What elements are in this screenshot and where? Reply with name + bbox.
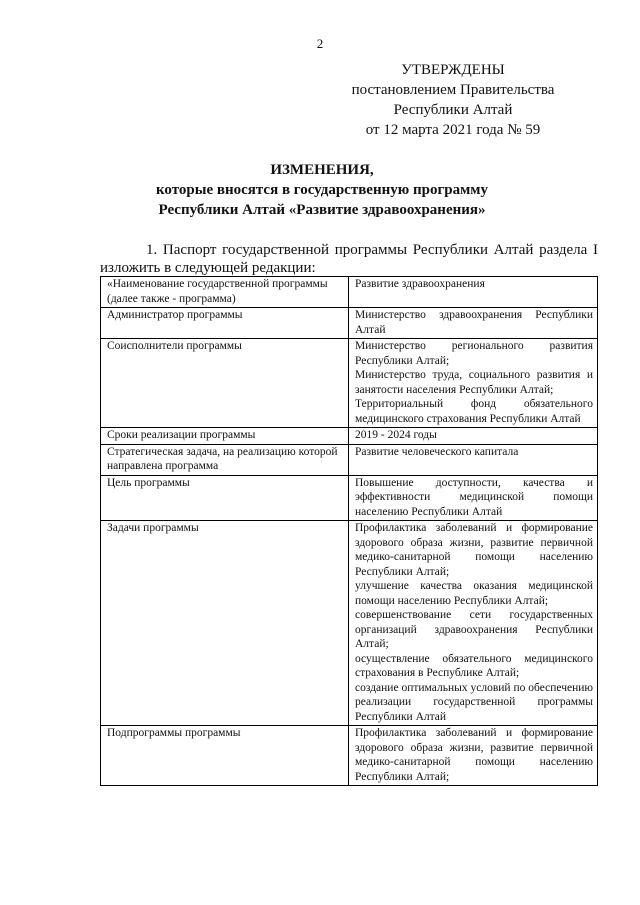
value-line: Развитие здравоохранения [355, 278, 485, 290]
value-line: Министерство здравоохранения Республики Алтай [355, 309, 593, 336]
table-row [101, 444, 598, 475]
table-row [101, 521, 598, 726]
row-label: Задачи программы [101, 521, 349, 726]
approval-stamp [330, 60, 576, 140]
row-label: Администратор программы [101, 308, 349, 339]
document-title [60, 160, 584, 220]
value-line: осуществление обязательного медицинского страхования в Республике Алтай; [355, 652, 593, 679]
program-passport-table [100, 276, 598, 786]
value-line: совершенствование сети государственных организаций здравоохранения Республики Алтай; [355, 609, 593, 650]
table-row [101, 428, 598, 445]
row-value [349, 428, 598, 445]
value-line: Профилактика заболеваний и формирование здорового образа жизни, развитие первичной медико-санитарной помощи населению Республики Алтай; [355, 727, 593, 783]
approval-line-2: постановлением Правительства [351, 82, 555, 98]
row-value [349, 475, 598, 521]
row-value [349, 339, 598, 428]
table-row [101, 277, 598, 308]
row-label: Соисполнители программы [101, 339, 349, 428]
title-line-1: ИЗМЕНЕНИЯ, [270, 162, 374, 178]
page-number: 2 [316, 36, 324, 51]
value-line: Министерство регионального развития Республики Алтай; [355, 340, 593, 367]
approval-line-4: от 12 марта 2021 года № 59 [365, 122, 541, 138]
row-label: Сроки реализации программы [101, 428, 349, 445]
row-value [349, 308, 598, 339]
value-line: Развитие человеческого капитала [355, 445, 519, 458]
row-value [349, 444, 598, 475]
value-line: Повышение доступности, качества и эффективности медицинской помощи населению Республики Алтай [355, 476, 593, 518]
value-line: улучшение качества оказания медицинской помощи населению Республики Алтай; [355, 580, 593, 607]
row-label: Цель программы [101, 475, 349, 521]
value-line: Территориальный фонд обязательного медицинского страхования Республики Алтай [355, 398, 593, 425]
row-label: Стратегическая задача, на реализацию которой направлена программа [101, 444, 349, 475]
intro-paragraph: 1. Паспорт государственной программы Республики Алтай раздела I изложить в следующей редакции: [100, 242, 598, 276]
row-value [349, 726, 598, 786]
approval-line-3: Республики Алтай [393, 102, 513, 118]
row-label: «Наименование государственной программы (далее также - программа) [101, 277, 349, 308]
value-line: Профилактика заболеваний и формирование здорового образа жизни, развитие первичной медико-санитарной помощи населению Республики Алтай; [355, 522, 593, 578]
title-line-2: которые вносятся в государственную программу [155, 182, 489, 198]
table-row [101, 475, 598, 521]
value-line: Министерство труда, социального развития и занятости населения Республики Алтай; [355, 369, 593, 396]
title-line-3: Республики Алтай «Развитие здравоохранения» [158, 202, 486, 218]
table-row [101, 339, 598, 428]
row-value [349, 521, 598, 726]
value-line: 2019 - 2024 годы [355, 429, 437, 441]
row-label: Подпрограммы программы [101, 726, 349, 786]
table-row [101, 726, 598, 786]
value-line: создание оптимальных условий по обеспечению реализации государственной программы Республики Алтай [355, 681, 593, 723]
approval-line-1: УТВЕРЖДЕНЫ [401, 62, 505, 78]
row-value [349, 277, 598, 308]
table-row [101, 308, 598, 339]
